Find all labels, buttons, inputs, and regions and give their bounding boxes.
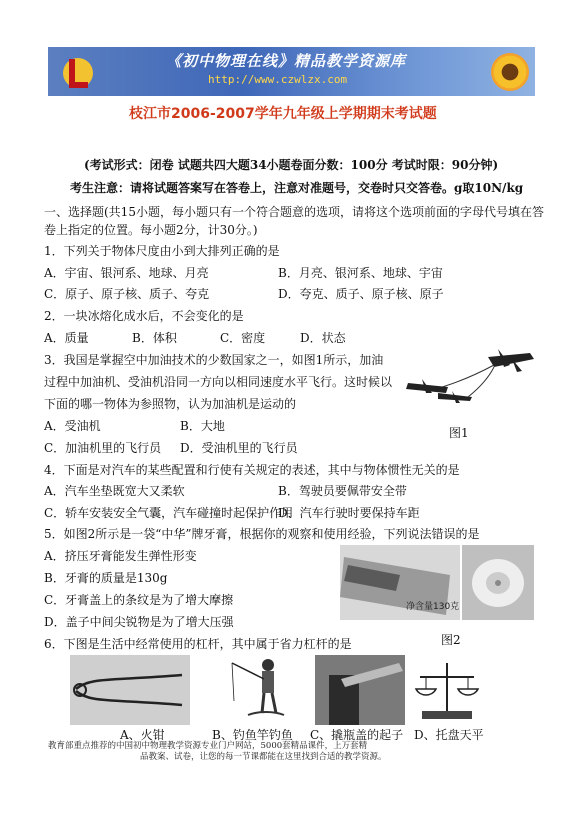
q2-option-c: C．密度 [220,331,266,345]
q5-option-d: D．盖子中间尖锐物是为了增大压强 [44,615,234,629]
q6-option-a: A、火钳 [120,728,165,742]
q1-stem: 1．下列关于物体尺度由小到大排列正确的是 [44,244,280,258]
bottle-opener-figure [315,655,405,725]
q3-line3: 下面的哪一物体为参照物，认为加油机是运动的 [44,397,297,411]
q2-option-d: D．状态 [300,331,346,345]
q5-option-c: C．牙膏盖上的条纹是为了增大摩擦 [44,593,234,607]
banner-url[interactable]: http://www.czwlzx.com [208,73,348,86]
q5-option-b: B．牙膏的质量是130g [44,571,168,585]
exam-title: 枝江市2006-2007学年九年级上学期期末考试题 [129,106,437,122]
toothpaste-tube-figure [340,545,460,620]
figure-2-caption: 图2 [441,633,461,647]
header-banner [48,47,535,96]
exam-format: (考试形式：闭卷 试题共四大题34小题卷面分数：100分 考试时限：90分钟) [84,158,499,172]
q3-line1: 3．我国是掌握空中加油技术的少数国家之一，如图1所示，加油 [44,353,384,367]
q2-option-b: B．体积 [132,331,177,345]
refueling-aircraft-figure [398,345,538,420]
section-intro-cont: 卷上指定的位置。每小题2分，计30分。) [44,223,258,237]
section-intro: 一、选择题(共15小题，每小题只有一个符合题意的选项，请将这个选项前面的字母代号填在答 [44,205,544,219]
q4-option-a: A．汽车坐垫既宽大又柔软 [44,484,185,498]
toothpaste-cap-figure [462,545,534,620]
sunflower-icon [491,53,529,91]
q4-option-b: B．驾驶员要佩带安全带 [278,484,407,498]
q2-option-a: A．质量 [44,331,89,345]
exam-notice: 考生注意：请将试题答案写在答卷上，注意对准题号，交卷时只交答卷。g取10N/kg [70,181,524,195]
site-logo-icon [58,51,98,91]
q3-option-b: B．大地 [180,419,225,433]
balance-scale-figure [412,655,482,725]
q3-line2: 过程中加油机、受油机沿同一方向以相同速度水平飞行。这时候以 [44,375,393,389]
q4-option-d: D．汽车行驶时要保持车距 [278,506,420,520]
q1-option-b: B．月亮、银河系、地球、宇宙 [278,266,443,280]
fishing-rod-figure [228,655,288,725]
fire-tongs-figure [70,655,190,725]
q4-option-c: C．轿车安装安全气囊，汽车碰撞时起保护作用 [44,506,294,520]
q1-option-c: C．原子、原子核、质子、夸克 [44,287,210,301]
q3-option-c: C．加油机里的飞行员 [44,441,162,455]
footer-line2: 品教案、试卷，让您的每一节课都能在这里找到合适的教学资源。 [140,752,387,762]
footer-line1: 教育部重点推荐的中国初中物理教学资源专业门户网站，5000套精品课件，上万套精 [48,741,368,751]
banner-title: 《初中物理在线》精品教学资源库 [166,52,407,70]
q3-option-d: D．受油机里的飞行员 [180,441,298,455]
q6-stem: 6．下图是生活中经常使用的杠杆，其中属于省力杠杆的是 [44,637,352,651]
q6-option-c: C、撬瓶盖的起子 [310,728,404,742]
q5-option-a: A．挤压牙膏能发生弹性形变 [44,549,197,563]
q6-option-d: D、托盘天平 [414,728,484,742]
q5-stem: 5．如图2所示是一袋“中华”牌牙膏，根据你的观察和使用经验，下列说法错误的是 [44,527,480,541]
q6-option-b: B、钓鱼竿钓鱼 [212,728,293,742]
q2-stem: 2．一块冰熔化成水后，不会变化的是 [44,309,244,323]
figure-1-caption: 图1 [449,426,469,440]
q4-stem: 4．下面是对汽车的某些配置和行使有关规定的表述，其中与物体惯性无关的是 [44,463,460,477]
q1-option-d: D．夸克、质子、原子核、原子 [278,287,444,301]
tube-label: 净含量130克 [406,602,460,612]
q1-option-a: A．宇宙、银河系、地球、月亮 [44,266,209,280]
q3-option-a: A．受油机 [44,419,101,433]
